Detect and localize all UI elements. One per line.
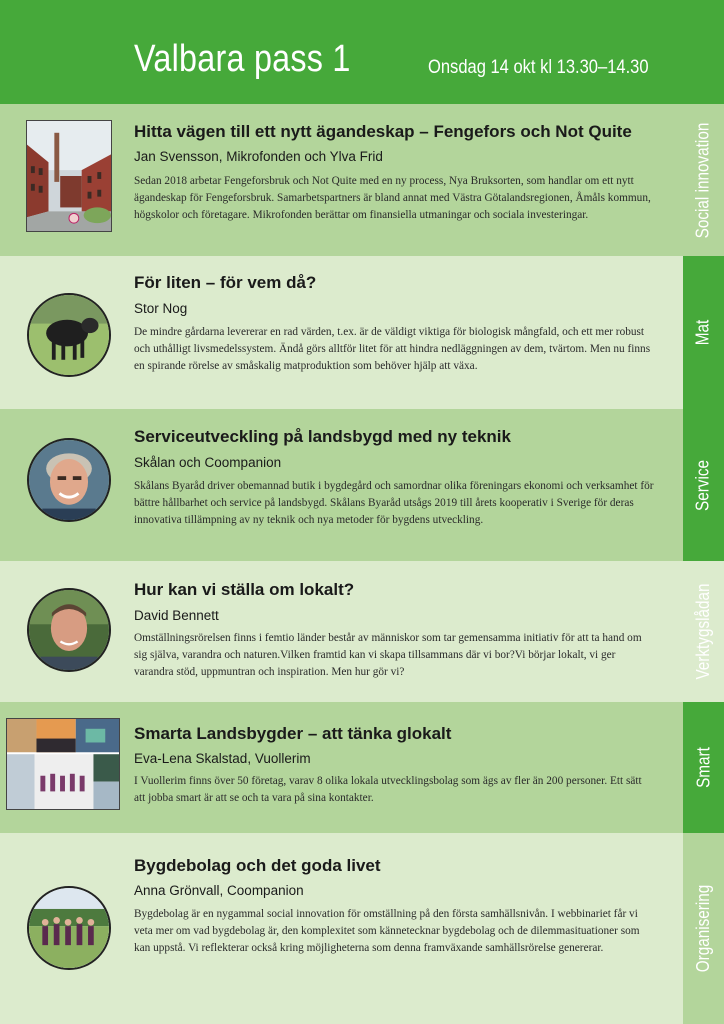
session-speaker: Stor Nog <box>134 301 188 316</box>
category-label: Verktygslådan <box>693 583 714 680</box>
session-description: Bygdebolag är en nygammal social innovation för omställning på den första samhällsnivån. I webbinariet får vi veta mer om vad bygdebolag är, den komplexitet som kännetecknar bygdebolag och de dilemmasituationer som kan uppstå. Vi reflekterar också kring möjligheterna som denna framväxande samhällsrörelse genererar. <box>134 908 640 954</box>
category-tab <box>683 833 724 1024</box>
session-title: Hur kan vi ställa om lokalt? <box>134 580 355 599</box>
session-title: Smarta Landsbygder – att tänka glokalt <box>134 724 452 743</box>
group-photo <box>27 886 111 970</box>
category-tab <box>683 256 724 409</box>
session-description: Omställningsrörelsen finns i femtio länder består av människor som tar gemensamma initiativ för att ta hand om sig själva, varandra och naturen.Vilken framtid kan vi skapa tillsammans där vi bor?Vi börjar lokalt, vi ger varandra stöd, uppmuntran och inspiration. Men hur gör vi? <box>134 632 642 678</box>
session-speaker: Jan Svensson, Mikrofonden och Ylva Frid <box>134 149 383 164</box>
session-speaker: Eva-Lena Skalstad, Vuollerim <box>134 751 311 766</box>
category-tab <box>683 104 724 256</box>
session-description: De mindre gårdarna levererar en rad värden, t.ex. är de väldigt viktiga för biologisk mångfald, och ett mer robust och uthålligt livsmedelssystem. Ändå görs alltför litet för att hindra nedläggningen av dem, tvärtom. Men nu finns en spirande rörelse av småskalig matproduktion som behöver hjälp att växa. <box>134 326 651 372</box>
session-title: Serviceutveckling på landsbygd med ny teknik <box>134 427 511 446</box>
category-label: Smart <box>693 747 714 788</box>
session-speaker: Skålan och Coompanion <box>134 455 282 470</box>
calf-photo <box>27 293 111 377</box>
portrait-photo <box>27 438 111 522</box>
event-date: Onsdag 14 okt kl 13.30–14.30 <box>428 57 649 78</box>
photo-collage <box>6 718 120 810</box>
session-description: Skålans Byaråd driver obemannad butik i bygdegård och samordnar olika föreningars ekonomi och verksamhet för bättre hållbarhet och service på landsbygd. Skålans Byaråd utsågs 2019 till årets kooperativ i Sverige för deras innovativa tillämpning av ny teknik och nya metoder för bygdens utveckling. <box>134 480 654 526</box>
page-title: Valbara pass 1 <box>134 38 351 80</box>
category-tab <box>683 561 724 702</box>
session-title: Bygdebolag och det goda livet <box>134 856 381 875</box>
category-label: Social innovation <box>693 122 713 238</box>
session-title: För liten – för vem då? <box>134 273 317 292</box>
session-description: Sedan 2018 arbetar Fengeforsbruk och Not Quite med en ny process, Nya Bruksorten, som handlar om ett nytt ägandeskap för Fengeforsbruk. Samarbetspartners är bland annat med Västra Götalandsregionen, Åmåls kommun, högskolor och företagare. Mikrofonden berättar om finansiella utmaningar och sociala investeringar. <box>134 175 651 221</box>
category-label: Mat <box>692 319 713 346</box>
session-speaker: Anna Grönvall, Coompanion <box>134 883 304 898</box>
category-tab <box>683 409 724 561</box>
category-label: Service <box>693 459 713 511</box>
category-tab <box>683 702 724 833</box>
brick-factory-photo <box>26 120 112 232</box>
category-label: Organisering <box>693 884 713 973</box>
session-title: Hitta vägen till ett nytt ägandeskap – Fengefors och Not Quite <box>134 122 632 141</box>
session-speaker: David Bennett <box>134 608 219 623</box>
portrait-photo <box>27 588 111 672</box>
session-description: I Vuollerim finns över 50 företag, varav 8 olika lokala utvecklingsbolag som ägs av fler än 200 personer. Ett sätt att jobba smart är att se och ta vara på sina kontakter. <box>134 775 642 804</box>
page-header <box>0 0 724 104</box>
